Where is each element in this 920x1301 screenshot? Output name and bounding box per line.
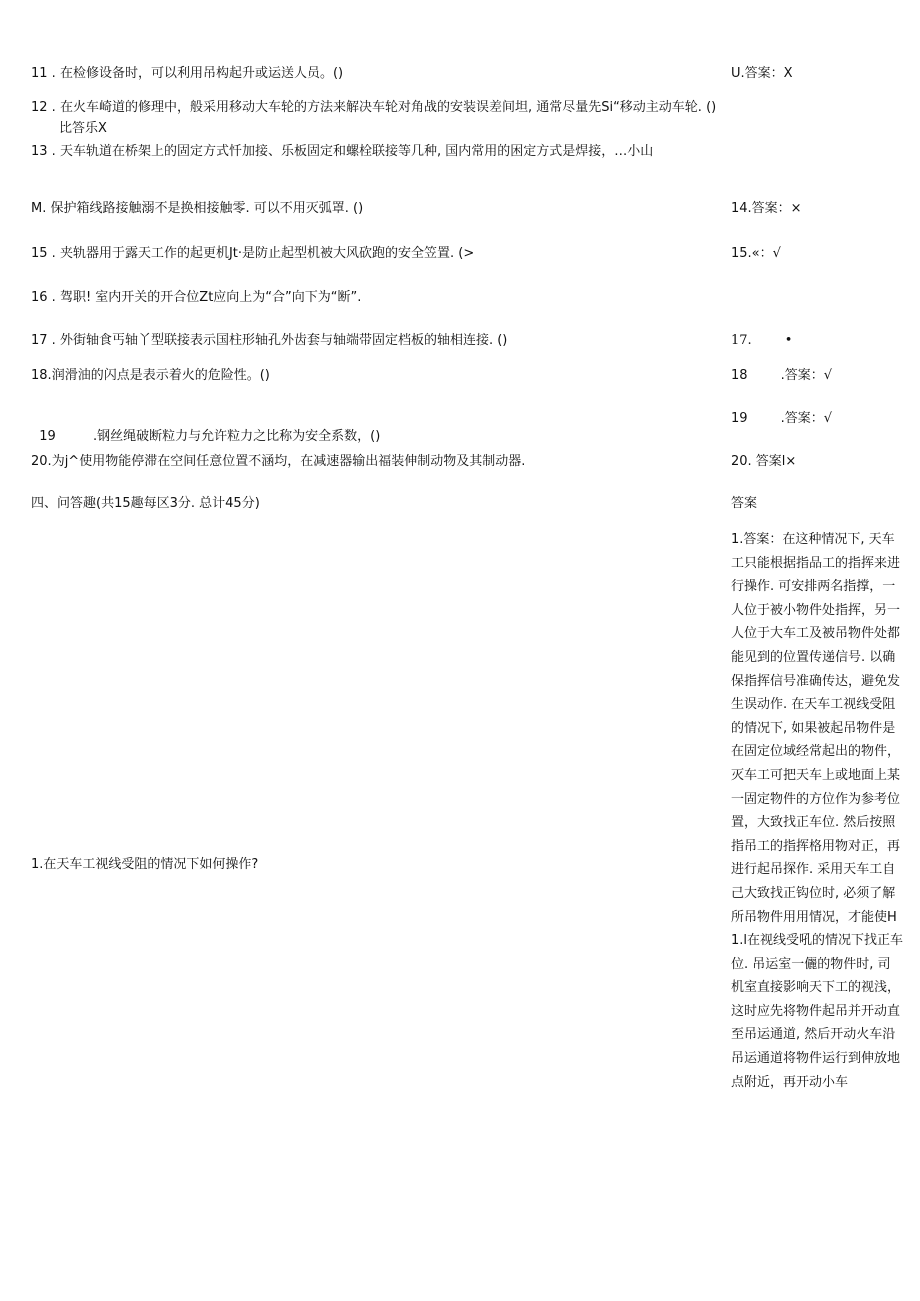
question-text: 为j^使用物能停滞在空间任意位置不涵均，在减速器输出福装伸制动物及其制动器.: [51, 454, 526, 469]
question-text: . 夹轨器用于露天工作的起更机Jt·是防止起型机被大风砍跑的安全笠置. (>: [47, 246, 475, 261]
question-text: . 天车轨道在桥架上的固定方式忏加接、乐板固定和螺栓联接等几种, 国内常用的困定方式是焊接，…小山: [47, 144, 654, 159]
question-number: M.: [31, 201, 47, 216]
question-number: 13: [31, 144, 48, 159]
answer-column-header: 答案: [731, 496, 758, 511]
question-14: [31, 200, 363, 218]
question-number: 20.: [31, 454, 52, 469]
question-13: [31, 143, 653, 161]
question-number: 15: [31, 246, 48, 261]
question-text: . 驾职! 室内开关的开合位Zt应向上为“合”向下为“断”.: [47, 290, 362, 305]
section-title: 四、问答趣(共15趣每区3分. 总计45分): [31, 496, 260, 511]
question-number: 18.: [31, 368, 52, 383]
question-text: 保护箱线路接触溺不是换相接触零. 可以不用灭弧罩. (): [46, 201, 364, 216]
question-number: 12: [31, 100, 48, 115]
answer-17: 17. •: [731, 333, 793, 348]
essay-question-1: 1.在天车工视线受阻的情况下如何操作?: [31, 857, 259, 872]
question-16: [31, 289, 361, 307]
question-15: [31, 245, 474, 263]
answer-19: 19 .答案：√: [731, 411, 833, 426]
question-20: [31, 453, 525, 471]
question-text: 润滑油的闪点是表示着火的危险性。(): [51, 368, 270, 383]
answer-11: U.答案：X: [731, 66, 793, 81]
question-text: .钢丝绳破断粒力与允许粒力之比称为安全系数，(): [55, 429, 381, 444]
question-19: [31, 410, 380, 446]
question-number: 16: [31, 290, 48, 305]
question-11: [31, 65, 343, 83]
answer-15: 15.«：√: [731, 246, 781, 261]
answer-14: 14.答案：×: [731, 201, 802, 216]
question-number: 11: [31, 66, 48, 81]
answer-20: 20. 答案l×: [731, 454, 797, 469]
question-18: [31, 367, 270, 385]
question-number: 19: [39, 429, 56, 444]
question-12: [31, 99, 716, 117]
question-text: . 外街轴食丐轴丫型联接表示国柱形轴孔外齿套与轴端带固定档板的轴相连接. (): [47, 333, 508, 348]
essay-answer-1: 1.答案：在这种情况下, 天车工只能根据指品工的指挥来进行操作. 可安排两名指撑，一人位于被小物件处指挥，另一人位于大车工及被吊物件处都能见到的位置传递信号. 以确保指挥信号准确传达，避免发生误动作. 在天车工视线受阻的情况下, 如果被起吊物件是在固定位域经常起出的物件，灭车工可把天车上或地面上某一固定物件的方位作为参考位置，大致找正车位. 然后按照指吊工的指挥格用物对正，再进行起吊探作. 采用天车工自己大致找正钩位时, 必须了解所吊物件用用情况，才能使H1.l在视线受吼的情况下找正车位. 吊运室一儷的物件时, 司机室直接影响天下工的视浅，这时应先将物件起吊并开动直至吊运通道, 然后开动火车沿吊运通道将物件运行到伸放地点附近，再开动小车: [731, 532, 904, 1090]
question-12-continuation: 比答乐X: [59, 121, 107, 136]
question-text: . 在火车崎道的修理中，般采用移动大车轮的方法来解决车轮对角战的安装误差间坦, 通常尽量先Si“移动主动车轮. (): [47, 100, 717, 115]
question-text: . 在检修设备时，可以利用吊构起升或运送人员。(): [47, 66, 344, 81]
question-number: 17: [31, 333, 48, 348]
question-17: [31, 332, 507, 350]
answer-18: 18 .答案：√: [731, 368, 833, 383]
